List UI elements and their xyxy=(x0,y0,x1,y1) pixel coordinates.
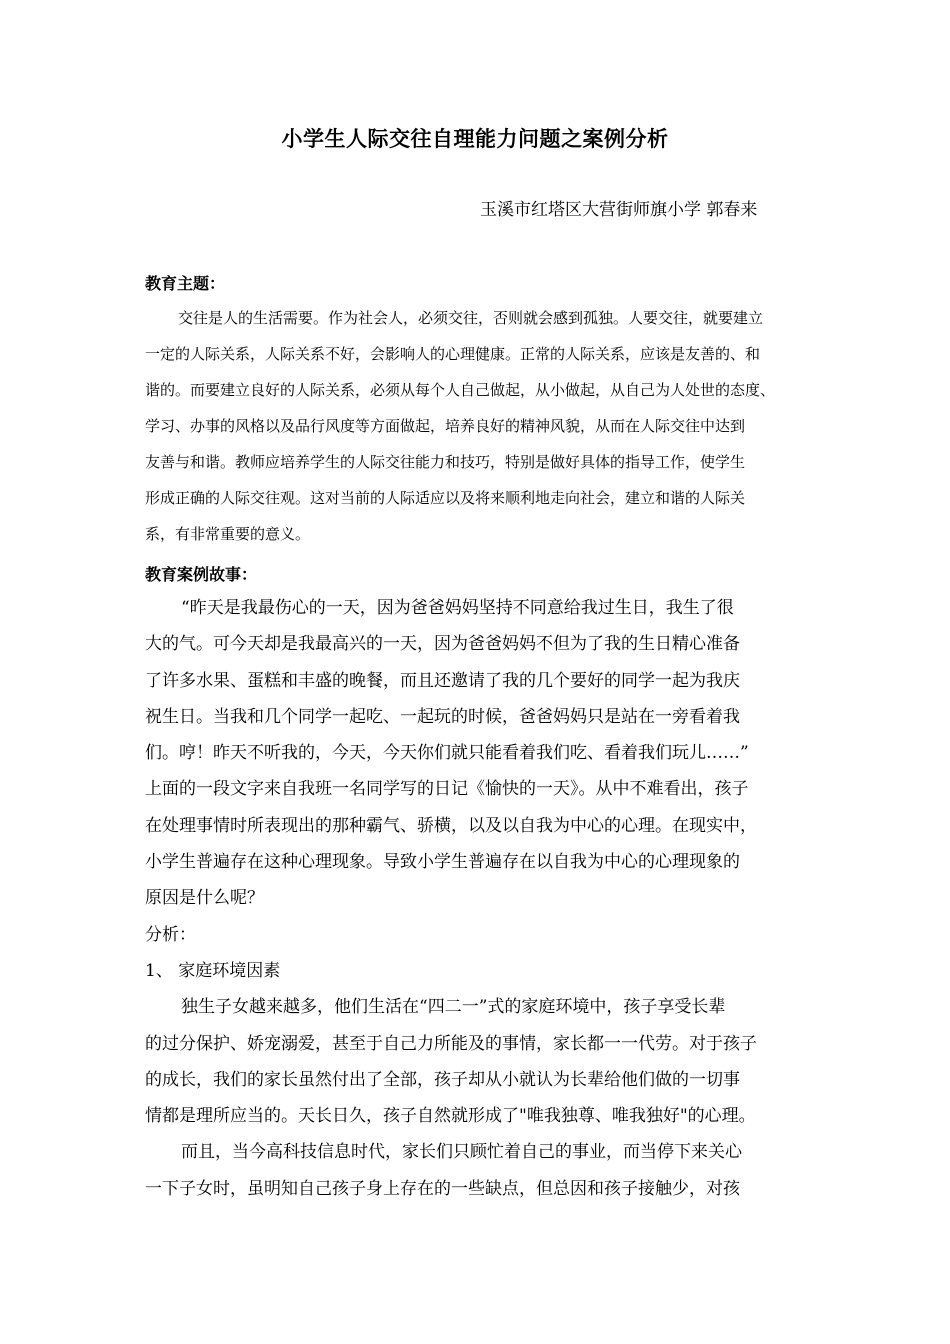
theme-paragraph xyxy=(145,300,810,552)
theme-heading: 教育主题： xyxy=(145,274,226,293)
paragraph-line: 谐的。而要建立良好的人际关系，必须从每个人自己做起，从小做起，从自己为人处世的态度、 xyxy=(145,381,776,399)
paragraph-line: 们。哼！昨天不听我的，今天，今天你们就只能看着我们吃、看着我们玩儿……” xyxy=(145,743,749,764)
paragraph-line: 小学生普遍存在这种心理现象。导致小学生普遍存在以自我为中心的心理现象的 xyxy=(145,852,740,873)
paragraph-line: 了许多水果、蛋糕和丰盛的晚餐，而且还邀请了我的几个要好的同学一起为我庆 xyxy=(145,670,740,691)
story-heading: 教育案例故事： xyxy=(145,565,258,584)
author-line: 玉溪市红塔区大营街师旗小学 郭春来 xyxy=(480,200,758,220)
paragraph-line: 学习、办事的风格以及品行风度等方面做起，培养良好的精神风貌，从而在人际交往中达到 xyxy=(145,417,746,435)
story-paragraph xyxy=(145,590,810,1207)
paragraph-line: 一定的人际关系，人际关系不好，会影响人的心理健康。正常的人际关系，应该是友善的、和 xyxy=(145,345,761,363)
paragraph-line: “昨天是我最伤心的一天，因为爸爸妈妈坚持不同意给我过生日，我生了很 xyxy=(181,598,734,618)
analysis-label: 分析： xyxy=(145,924,196,945)
paragraph-line: 独生子女越来越多，他们生活在“四二一”式的家庭环境中，孩子享受长辈 xyxy=(181,997,726,1018)
paragraph-line: 友善与和谐。教师应培养学生的人际交往能力和技巧，特别是做好具体的指导工作，使学生 xyxy=(145,453,746,471)
paragraph-line: 上面的一段文字来自我班一名同学写的日记《愉快的一天》。从中不难看出，孩子 xyxy=(145,779,749,800)
paragraph-line: 大的气。可今天却是我最高兴的一天，因为爸爸妈妈不但为了我的生日精心准备 xyxy=(145,634,740,655)
paragraph-line: 祝生日。当我和几个同学一起吃、一起玩的时候，爸爸妈妈只是站在一旁看着我 xyxy=(145,706,740,727)
paragraph-line: 情都是理所应当的。天长日久，孩子自然就形成了"唯我独尊、唯我独好"的心理。 xyxy=(145,1106,756,1127)
paragraph-line: 在处理事情时所表现出的那种霸气、骄横，以及以自我为中心的心理。在现实中， xyxy=(145,815,757,836)
paragraph-line: 原因是什么呢？ xyxy=(145,888,264,909)
item-1-label: 1、 家庭环境因素 xyxy=(145,960,281,981)
paragraph-line: 系，有非常重要的意义。 xyxy=(145,525,311,543)
paragraph-line: 一下子女时，虽明知自己孩子身上存在的一些缺点，但总因和孩子接触少，对孩 xyxy=(145,1178,740,1199)
paragraph-line: 的成长，我们的家长虽然付出了全部，孩子却从小就认为长辈给他们做的一切事 xyxy=(145,1069,740,1090)
paragraph-line: 的过分保护、娇宠溺爱，甚至于自己力所能及的事情，家长都一一代劳。对于孩子 xyxy=(145,1033,757,1054)
paragraph-line: 而且，当今高科技信息时代，家长们只顾忙着自己的事业，而当停下来关心 xyxy=(181,1142,742,1163)
paragraph-line: 形成正确的人际交往观。这对当前的人际适应以及将来顺利地走向社会，建立和谐的人际关 xyxy=(145,489,746,507)
document-title: 小学生人际交往自理能力问题之案例分析 xyxy=(281,127,669,151)
paragraph-line: 交往是人的生活需要。作为社会人，必须交往，否则就会感到孤独。人要交往，就要建立 xyxy=(178,309,764,327)
